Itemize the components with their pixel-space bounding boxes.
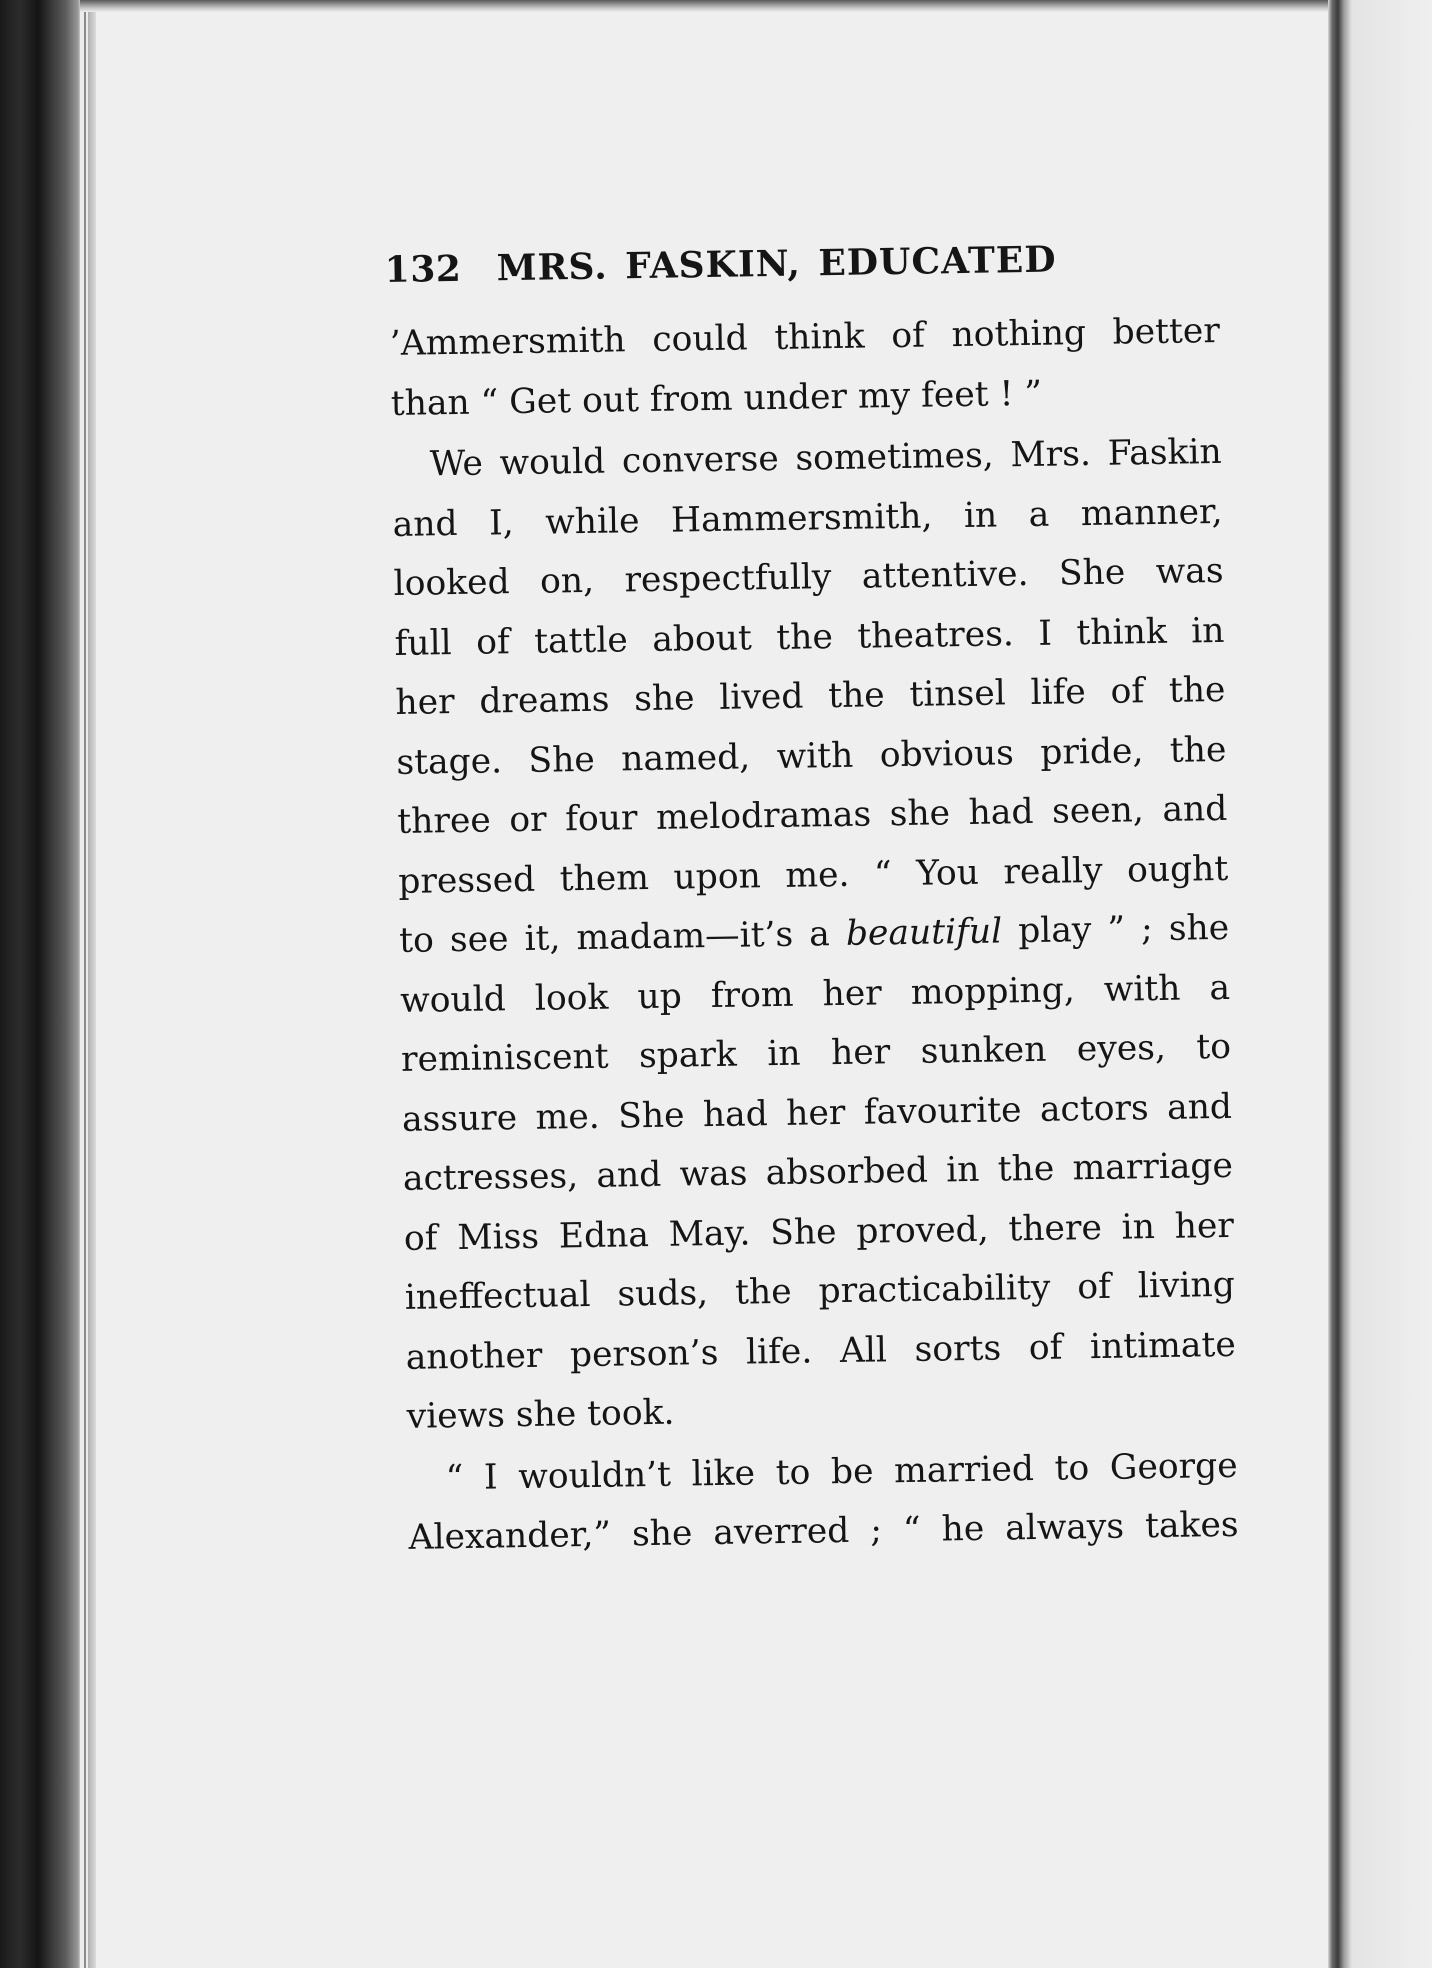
text-line: stage. She named, with obvious pride, the <box>396 729 1227 783</box>
page-edge <box>88 0 96 1968</box>
text-line: “ I wouldn’t like to be married to George <box>445 1445 1238 1498</box>
facing-page-gutter <box>1328 0 1432 1968</box>
italic-word: beautiful <box>845 911 1003 954</box>
book-binding <box>0 0 80 1968</box>
page-number: 132 <box>384 247 462 292</box>
top-shadow <box>80 0 1328 12</box>
text-line: actresses, and was absorbed in the marriage <box>402 1145 1234 1199</box>
text-line: of Miss Edna May. She proved, there in her <box>403 1205 1235 1259</box>
page-text <box>384 212 1239 1568</box>
text-line: and I, while Hammersmith, in a manner, <box>392 491 1223 545</box>
text-line: another person’s life. All sorts of intimate <box>405 1324 1237 1378</box>
text-fragment: play ” ; she <box>1017 907 1230 952</box>
text-line: reminiscent spark in her sunken eyes, to <box>400 1026 1232 1080</box>
text-line: We would converse sometimes, Mrs. Faskin <box>429 431 1222 485</box>
text-line: looked on, respectfully attentive. She was <box>393 550 1224 604</box>
text-line: three or four melodramas she had seen, and <box>397 788 1228 842</box>
text-line: pressed them upon me. “ You really ought <box>397 848 1229 902</box>
page-header <box>384 212 1219 315</box>
text-line: would look up from her mopping, with a <box>399 967 1231 1021</box>
text-line: ineffectual suds, the practicability of living <box>404 1264 1236 1318</box>
text-line: than “ Get out from under my feet ! ” <box>390 373 1043 424</box>
text-line: Alexander,” she averred ; “ he always takes <box>408 1504 1239 1558</box>
text-fragment: to see it, madam—it’s a <box>398 914 831 961</box>
text-line: views she took. <box>406 1392 675 1437</box>
running-head: MRS. FASKIN, EDUCATED <box>496 238 1057 290</box>
text-line: ’Ammersmith could think of nothing better <box>389 310 1221 364</box>
text-line: full of tattle about the theatres. I think in <box>394 610 1225 664</box>
text-line: assure me. She had her favourite actors and <box>401 1086 1233 1140</box>
text-line: her dreams she lived the tinsel life of the <box>395 669 1226 723</box>
